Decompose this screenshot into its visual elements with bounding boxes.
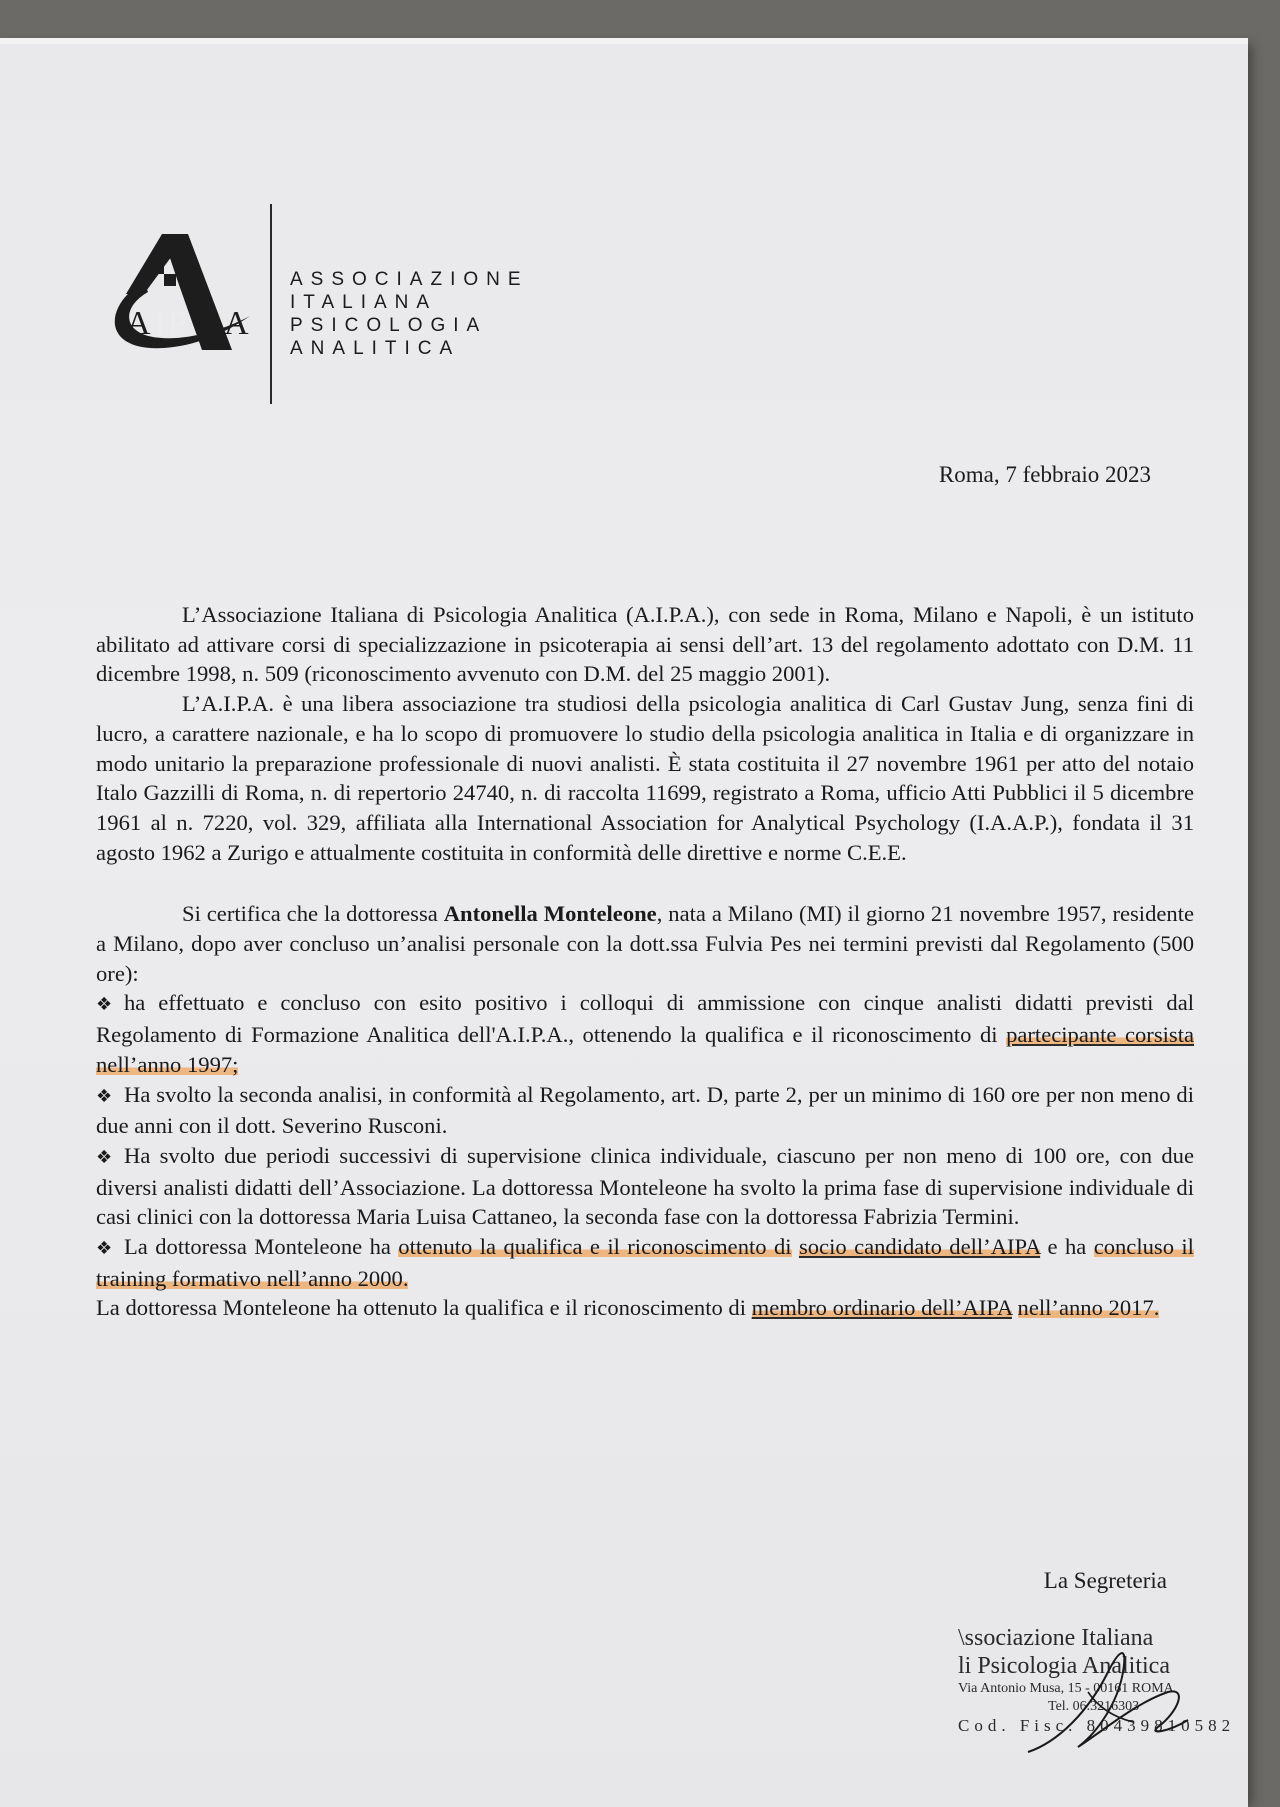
logo-name (290, 268, 529, 360)
bullet-item: ❖ Ha svolto due periodi successivi di supervisione clinica individuale, ciascuno per non meno di 100 ore, con due diversi analisti didatti dell’Associazione. La dottoressa Monteleone ha svolto la prima fase di supervisione individuale di casi clinici con la dottoressa Maria Luisa Cattaneo, la seconda fase con la dottoressa Fabrizia Termini. (96, 1142, 1194, 1230)
svg-text:A: A (224, 305, 249, 342)
svg-text:I: I (154, 305, 166, 342)
diamond-bullet-icon: ❖ (96, 1146, 113, 1168)
highlight-training: concluso il training formativo nell’anno 2000. (96, 1234, 1194, 1291)
document-date: Roma, 7 febbraio 2023 (938, 462, 1151, 487)
signature-label: La Segreteria (1043, 1568, 1167, 1593)
highlight-qualifica: ottenuto la qualifica e il riconoscimento di (398, 1234, 792, 1260)
certification-intro: Si certifica che la dottoressa (182, 901, 438, 927)
bullet-item: ❖ ha effettuato e concluso con esito positivo i colloqui di ammissione con cinque analisti didatti previsti dal Regolamento di Formazione Analitica dell'A.I.P.A., ottenendo la qualifica e il riconoscimento di partecipante corsista nell’anno 1997; (96, 990, 1195, 1077)
diamond-bullet-icon: ❖ (96, 1085, 113, 1107)
person-name: Antonella Monteleone (443, 901, 657, 927)
logo-line: ITALIANA (290, 292, 438, 313)
logo-line: PSICOLOGIA (290, 315, 488, 336)
highlight-socio: socio candidato dell’AIPA (798, 1234, 1041, 1260)
stamp-line: Cod. Fisc. 80439810582 (958, 1716, 1236, 1735)
highlight-year: nell’anno 1997; (96, 1051, 239, 1077)
highlight-corsista: partecipante corsista (1006, 1022, 1195, 1048)
paragraph-association: L’A.I.P.A. è una libera associazione tra studiosi della psicologia analitica di Carl Gustav Jung, senza fini di lucro, a carattere nazionale, e ha lo scopo di promuovere lo studio della psicologia analitica in Italia e di organizzare in modo unitario la preparazione professionale di nuovi analisti. È stata costituita il 27 novembre 1961 per atto del notaio Italo Gazzilli di Roma, n. di repertorio 24740, n. di raccolta 11699, registrato a Roma, ufficio Atti Pubblici il 5 dicembre 1961 al n. 7220, vol. 329, affiliata alla International Association for Analytical Psychology (I.A.A.P.), fondata il 31 agosto 1962 a Zurigo e attualmente costituita in conformità delle direttive e norme C.E.E. (96, 691, 1194, 865)
paragraph-final: La dottoressa Monteleone ha ottenuto la qualifica e il riconoscimento di membro ordinario dell’AIPA nell’anno 2017. (96, 1295, 1160, 1321)
stamp-line: Via Antonio Musa, 15 - 00161 ROMA (958, 1681, 1174, 1696)
highlight-2017: nell’anno 2017. (1017, 1295, 1160, 1321)
highlight-membro: membro ordinario dell’AIPA (751, 1295, 1012, 1321)
svg-text:A: A (126, 305, 151, 342)
certification-rest: , nata a Milano (MI) il giorno 21 novembre 1957, residente a Milano, dopo aver concluso un’analisi personale con la dott.ssa Fulvia Pes nei termini previsti dal Regolamento (500 ore): (96, 901, 1194, 986)
diamond-bullet-icon: ❖ (96, 994, 113, 1016)
logo-line: ANALITICA (290, 338, 461, 359)
document-body (96, 600, 1194, 1323)
bullet-item: ❖ La dottoressa Monteleone ha ottenuto la qualifica e il riconoscimento di socio candidato dell’AIPA e ha concluso il training formativo nell’anno 2000. (96, 1234, 1194, 1291)
stamp-line: Tel. 06.3216303 (1048, 1699, 1140, 1714)
logo-line: ASSOCIAZIONE (290, 269, 529, 290)
stamp-line: li Psicologia Analitica (958, 1653, 1170, 1679)
association-stamp (958, 1624, 1258, 1764)
aipa-logo (104, 204, 529, 404)
paragraph-certification (96, 899, 1194, 988)
svg-text:P: P (168, 305, 187, 342)
document-page (0, 44, 1248, 1807)
handwritten-signature-icon (1018, 1632, 1238, 1762)
logo-divider (270, 204, 272, 404)
stamp-line: \ssociazione Italiana (958, 1625, 1154, 1651)
paragraph-intro: L’Associazione Italiana di Psicologia Analitica (A.I.P.A.), con sede in Roma, Milano e Napoli, è un istituto abilitato ad attivare corsi di specializzazione in psicoterapia ai sensi dell’art. 13 del regolamento adottato con D.M. 11 dicembre 1998, n. 509 (riconoscimento avvenuto con D.M. del 25 maggio 2001). (96, 602, 1194, 687)
aipa-monogram-icon (104, 234, 264, 354)
diamond-bullet-icon: ❖ (96, 1238, 113, 1260)
bullet-item: ❖ Ha svolto la seconda analisi, in conformità al Regolamento, art. D, parte 2, per un minimo di 160 ore per non meno di due anni con il dott. Severino Rusconi. (96, 1081, 1194, 1139)
